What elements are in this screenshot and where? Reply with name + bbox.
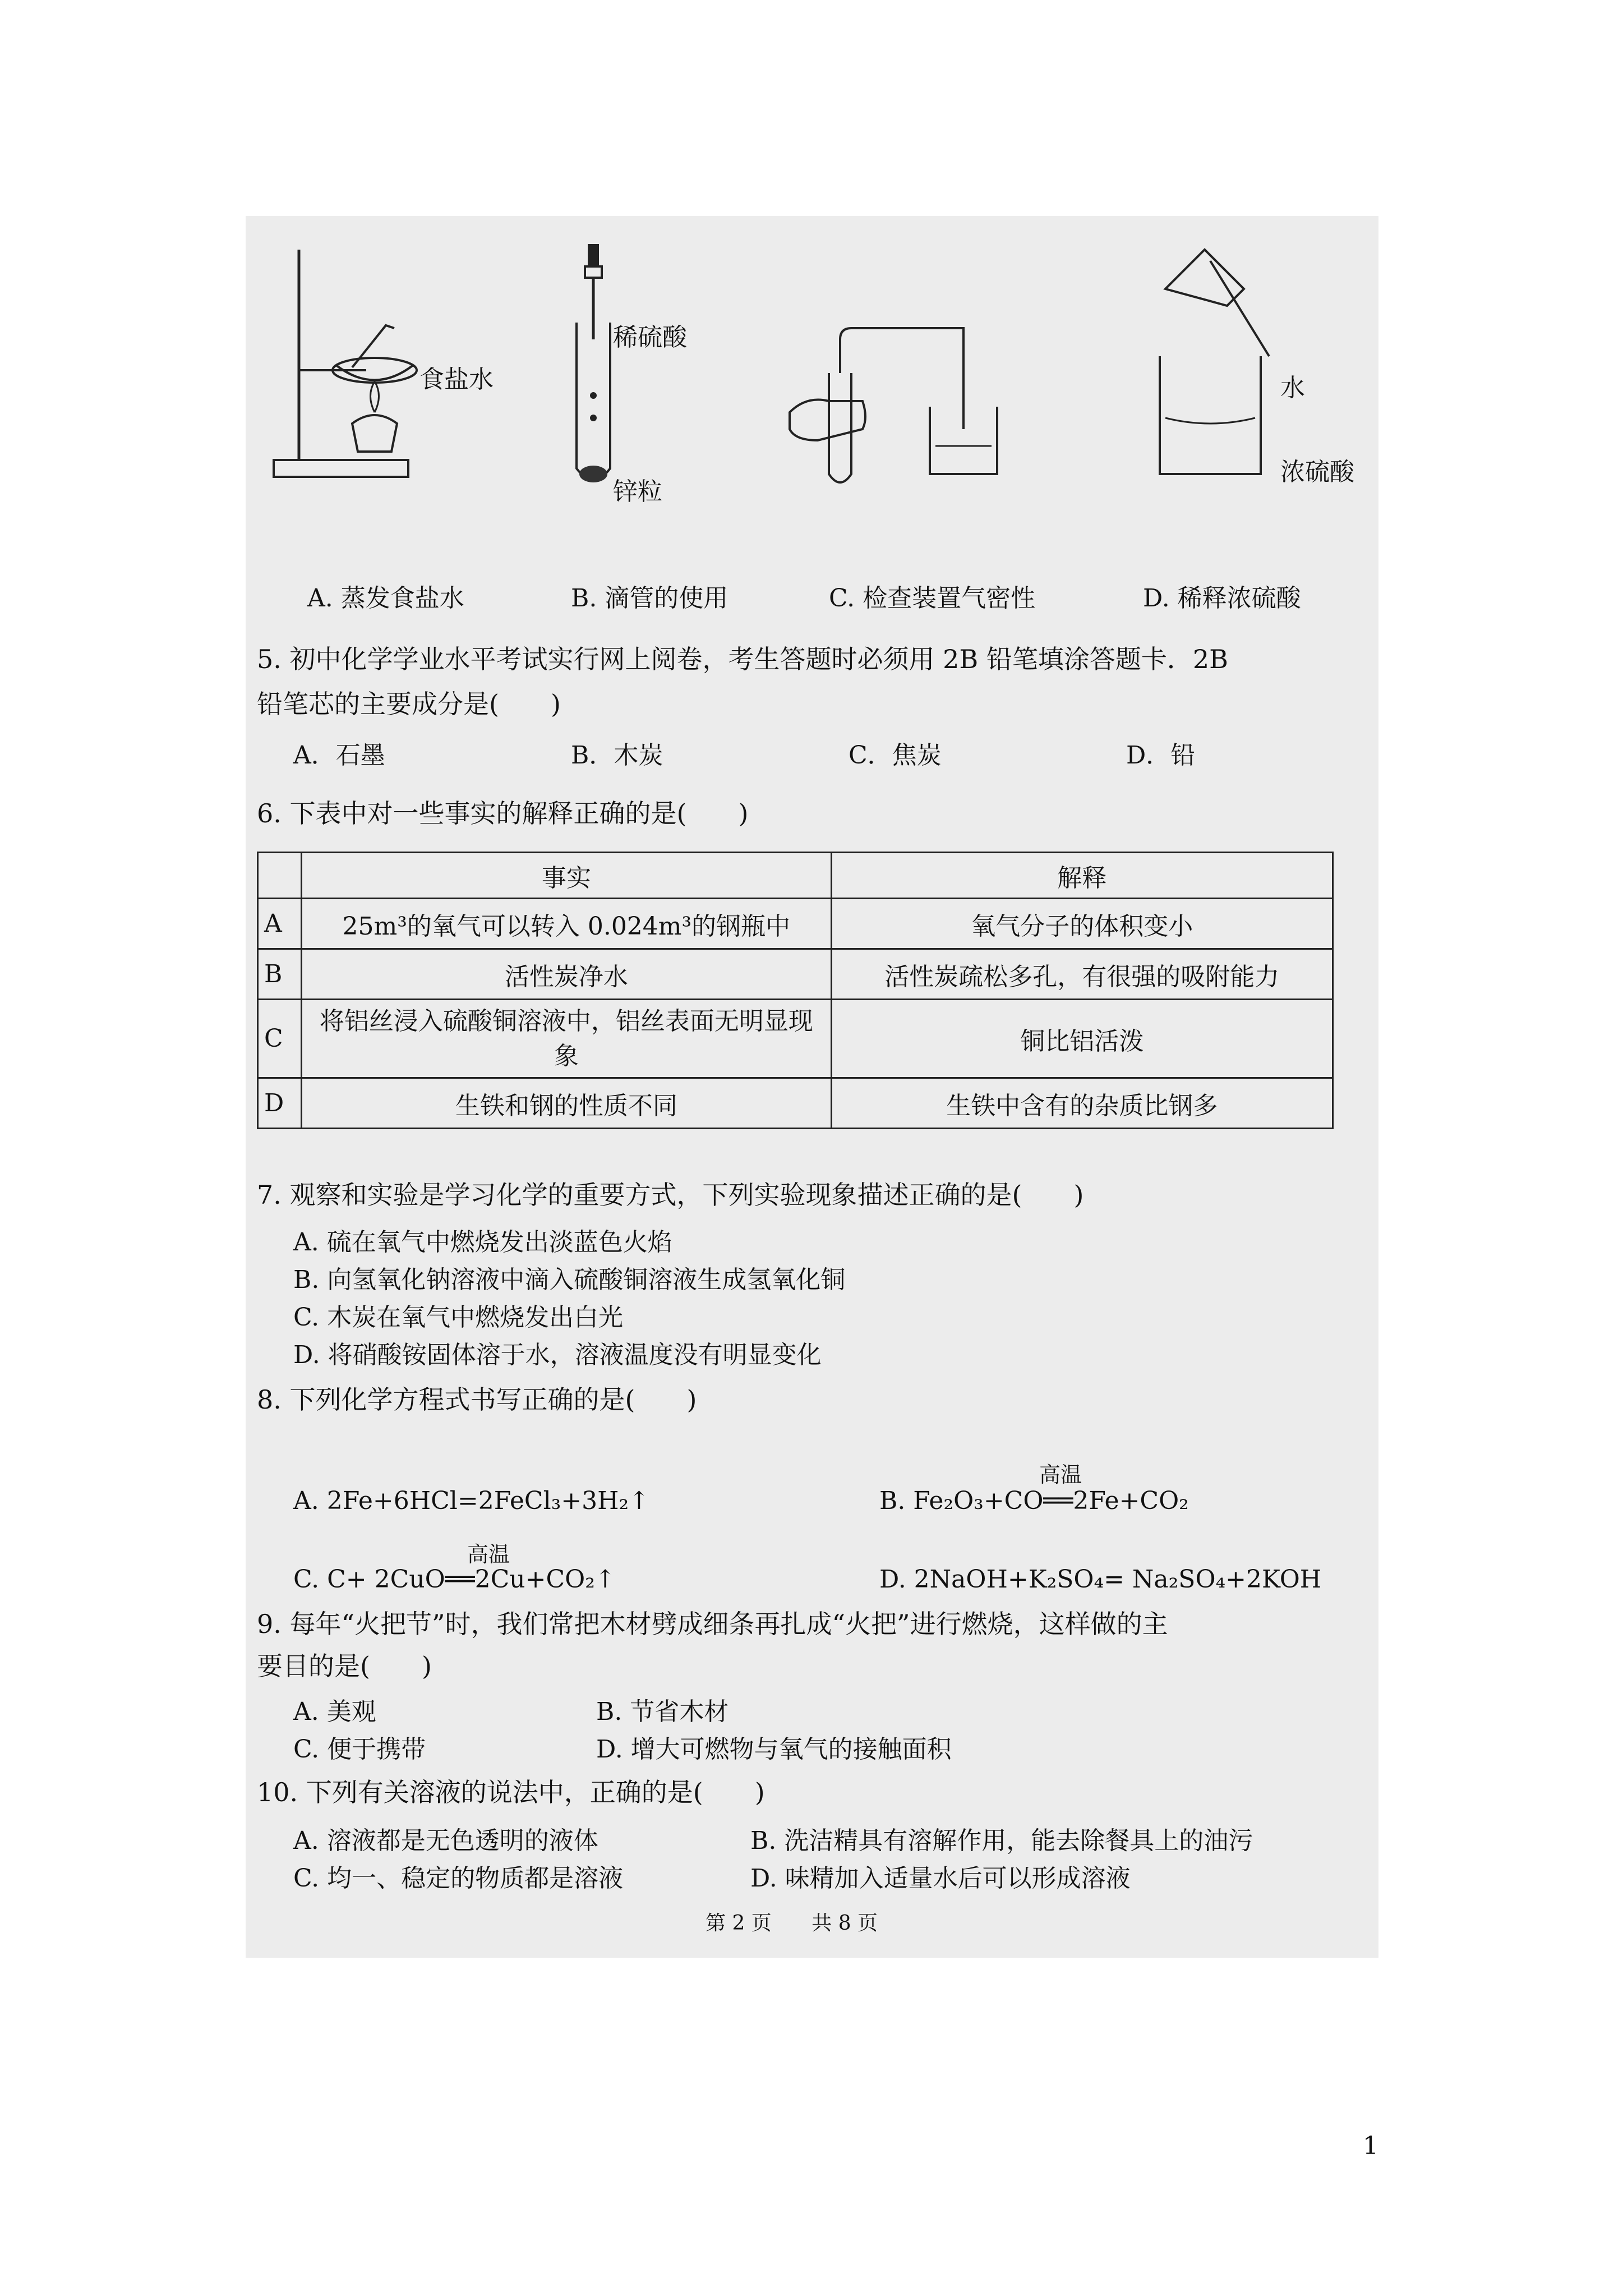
q10-option-a[interactable]: A. 溶液都是无色透明的液体 bbox=[293, 1826, 598, 1855]
apparatus-figures bbox=[246, 216, 1378, 613]
figure-dilution bbox=[1143, 227, 1367, 508]
row-explanation: 铜比铝活泼 bbox=[831, 1000, 1332, 1078]
row-letter: C bbox=[258, 1000, 302, 1078]
q8-stem: 8. 下列化学方程式书写正确的是( ) bbox=[257, 1384, 697, 1415]
figure-airtightness bbox=[784, 227, 1008, 508]
scanned-exam-page bbox=[246, 216, 1378, 1958]
q9-stem-line1: 9. 每年“火把节”时，我们常把木材劈成细条再扎成“火把”进行燃烧，这样做的主 bbox=[257, 1609, 1168, 1639]
table-row bbox=[258, 1078, 1333, 1129]
row-letter: A bbox=[258, 899, 302, 949]
q8-condition-c: 高温 bbox=[467, 1542, 510, 1567]
q5-option-d[interactable]: D．铅 bbox=[1126, 741, 1196, 770]
q5-stem-line2: 铅笔芯的主要成分是( ) bbox=[257, 689, 561, 719]
airtightness-apparatus-icon bbox=[784, 227, 1008, 485]
figure-caption-a: A. 蒸发食盐水 bbox=[307, 584, 464, 613]
q8-option-b[interactable]: B. Fe₂O₃+CO══2Fe+CO₂ bbox=[879, 1487, 1189, 1515]
figure-dropper bbox=[560, 227, 717, 508]
dilution-apparatus-icon bbox=[1143, 227, 1278, 485]
q8-option-c[interactable]: C. C+ 2CuO══2Cu+CO₂↑ bbox=[293, 1565, 616, 1594]
q6-stem: 6. 下表中对一些事实的解释正确的是( ) bbox=[257, 798, 749, 829]
row-fact: 活性炭净水 bbox=[302, 949, 831, 1000]
corner-page-number: 1 bbox=[1363, 2132, 1378, 2160]
table-row bbox=[258, 949, 1333, 1000]
q5-stem-line1: 5. 初中化学学业水平考试实行网上阅卷，考生答题时必须用 2B 铅笔填涂答题卡．2B bbox=[257, 644, 1228, 674]
q10-options-row1 bbox=[293, 1820, 1359, 1856]
figure-label: 浓硫酸 bbox=[1280, 458, 1354, 486]
row-fact: 25m³的氧气可以转入 0.024m³的钢瓶中 bbox=[302, 899, 831, 949]
table-cell bbox=[258, 853, 302, 899]
q9-stem-line2: 要目的是( ) bbox=[257, 1651, 432, 1681]
table-row bbox=[258, 1000, 1333, 1078]
figure-caption-b: B. 滴管的使用 bbox=[571, 584, 728, 613]
figure-evaporation bbox=[268, 227, 494, 508]
table-header-fact: 事实 bbox=[302, 853, 831, 899]
q9-option-c[interactable]: C. 便于携带 bbox=[293, 1735, 426, 1764]
figure-caption-d: D. 稀释浓硫酸 bbox=[1143, 584, 1301, 613]
q8-condition-b: 高温 bbox=[1039, 1462, 1082, 1487]
q5-option-a[interactable]: A．石墨 bbox=[293, 741, 385, 770]
q7-option-b[interactable]: B. 向氢氧化钠溶液中滴入硫酸铜溶液生成氢氧化铜 bbox=[293, 1266, 846, 1294]
footer-total: 共 8 页 bbox=[811, 1912, 878, 1935]
q9-option-a[interactable]: A. 美观 bbox=[293, 1697, 376, 1726]
figure-label: 稀硫酸 bbox=[613, 323, 687, 352]
q9-option-b[interactable]: B. 节省木材 bbox=[596, 1697, 729, 1726]
q5-option-c[interactable]: C．焦炭 bbox=[849, 741, 942, 770]
row-fact: 将铝丝浸入硫酸铜溶液中，铝丝表面无明显现象 bbox=[302, 1000, 831, 1078]
q7-option-c[interactable]: C. 木炭在氧气中燃烧发出白光 bbox=[293, 1303, 624, 1332]
q5-options bbox=[293, 735, 1359, 771]
row-explanation: 氧气分子的体积变小 bbox=[831, 899, 1332, 949]
row-fact: 生铁和钢的性质不同 bbox=[302, 1078, 831, 1129]
footer-page: 第 2 页 bbox=[706, 1912, 772, 1935]
figure-label: 水 bbox=[1280, 374, 1305, 402]
row-explanation: 生铁中含有的杂质比钢多 bbox=[831, 1078, 1332, 1129]
page-footer bbox=[706, 1907, 911, 1936]
table-header-row bbox=[258, 853, 1333, 899]
q8-option-a[interactable]: A. 2Fe+6HCl=2FeCl₃+3H₂↑ bbox=[293, 1487, 650, 1515]
q9-option-d[interactable]: D. 增大可燃物与氧气的接触面积 bbox=[596, 1735, 952, 1764]
q10-stem: 10. 下列有关溶液的说法中，正确的是( ) bbox=[257, 1777, 765, 1807]
row-letter: D bbox=[258, 1078, 302, 1129]
q10-option-b[interactable]: B. 洗洁精具有溶解作用，能去除餐具上的油污 bbox=[750, 1826, 1253, 1855]
q7-option-d[interactable]: D. 将硝酸铵固体溶于水，溶液温度没有明显变化 bbox=[293, 1341, 822, 1369]
figure-label: 食盐水 bbox=[419, 365, 494, 394]
q7-stem: 7. 观察和实验是学习化学的重要方式，下列实验现象描述正确的是( ) bbox=[257, 1180, 1084, 1210]
table-header-explanation: 解释 bbox=[831, 853, 1332, 899]
q8-option-d[interactable]: D. 2NaOH+K₂SO₄= Na₂SO₄+2KOH bbox=[879, 1565, 1322, 1594]
q6-table bbox=[257, 852, 1334, 1129]
row-explanation: 活性炭疏松多孔，有很强的吸附能力 bbox=[831, 949, 1332, 1000]
q7-option-a[interactable]: A. 硫在氧气中燃烧发出淡蓝色火焰 bbox=[293, 1228, 672, 1257]
dropper-test-tube-icon bbox=[560, 227, 627, 491]
figure-caption-c: C. 检查装置气密性 bbox=[829, 584, 1036, 613]
q9-options-row1 bbox=[293, 1691, 1359, 1727]
table-row bbox=[258, 899, 1333, 949]
q5-option-b[interactable]: B．木炭 bbox=[571, 741, 663, 770]
figure-label: 锌粒 bbox=[613, 477, 662, 506]
q9-options-row2 bbox=[293, 1729, 1359, 1765]
q10-option-c[interactable]: C. 均一、稳定的物质都是溶液 bbox=[293, 1864, 624, 1893]
q10-option-d[interactable]: D. 味精加入适量水后可以形成溶液 bbox=[750, 1864, 1131, 1893]
q10-options-row2 bbox=[293, 1858, 1359, 1894]
row-letter: B bbox=[258, 949, 302, 1000]
